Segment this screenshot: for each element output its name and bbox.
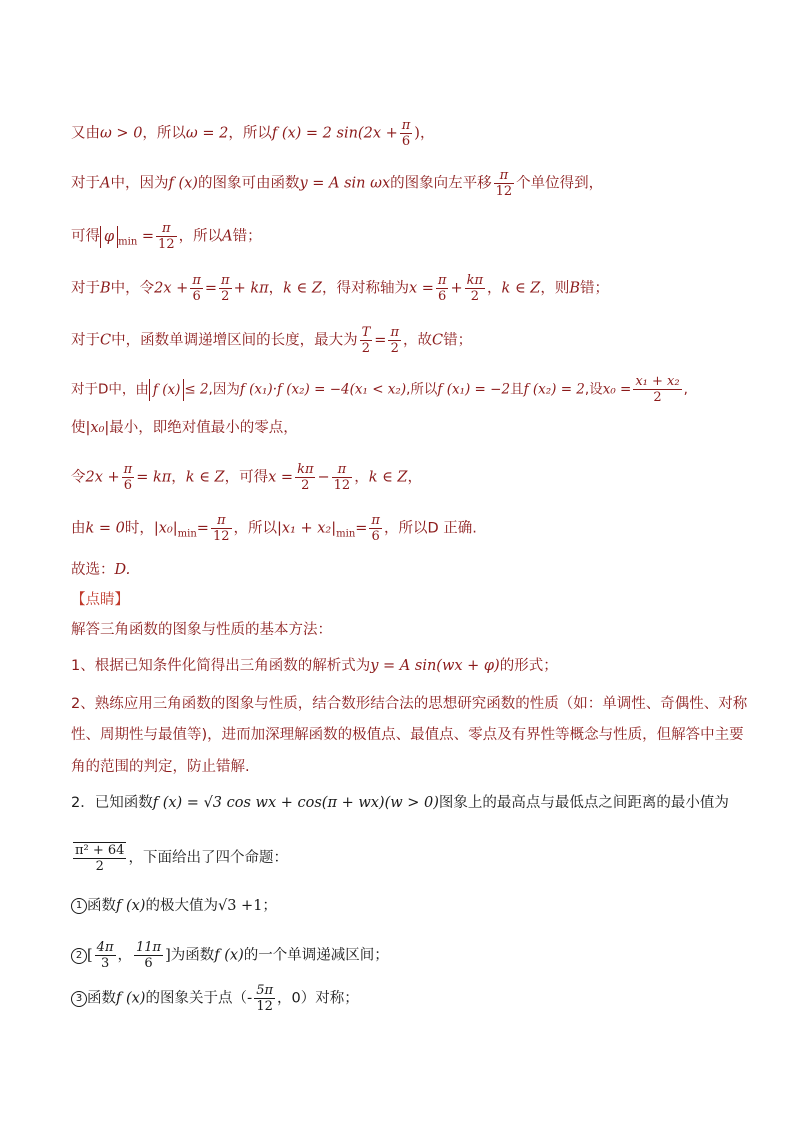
math: B (100, 280, 111, 297)
math: 2x + (154, 280, 189, 297)
denominator: 12 (212, 529, 230, 544)
fraction (360, 325, 373, 356)
numerator: kπ (466, 273, 484, 288)
math: k = 0 (85, 520, 125, 537)
text: 由 (71, 520, 86, 537)
math: f (x₁) = −2 (437, 381, 511, 398)
denominator: 2 (360, 340, 373, 356)
text: ，所以 (142, 125, 186, 142)
math: √3 +1； (217, 898, 277, 914)
math: φ (100, 226, 118, 248)
math: A (100, 175, 111, 192)
fraction (254, 983, 275, 1014)
math: x = (408, 280, 434, 297)
math: ω = 2 (185, 125, 229, 142)
denominator: 12 (254, 998, 275, 1014)
denominator: 2 (295, 477, 315, 493)
question-line (71, 793, 729, 813)
text: 故选： (71, 562, 115, 578)
text: 错； (443, 332, 473, 349)
math: min (118, 236, 138, 248)
math: ω > 0 (100, 125, 143, 142)
text: ， (268, 280, 284, 297)
text: 对于 (71, 332, 100, 349)
proposition-3 (71, 983, 359, 1014)
math: f (x) (149, 379, 184, 401)
numerator: π (437, 273, 447, 288)
text: |最小，即绝对值最小的零点， (104, 420, 298, 436)
fraction (465, 273, 485, 304)
numerator: π (371, 513, 380, 528)
text: 对于D中，由 (71, 381, 149, 398)
math: B (569, 280, 581, 297)
text-line: 令2x + $\frac{\pi}{6}$ = kπ，k ∈ Z，可得x = $\frac{k\pi}{2}$ − $\frac{\pi}{12}$ ，k ∈ Z， (71, 462, 423, 493)
math: ) (414, 125, 420, 142)
text: 对于 (71, 175, 100, 192)
denominator: 6 (436, 288, 449, 304)
math: f (x) (116, 898, 146, 914)
denominator: 2 (388, 340, 401, 356)
math: k ∈ Z (185, 469, 225, 486)
numerator: π (401, 118, 411, 133)
numerator: kπ (297, 462, 314, 477)
denominator: 6 (400, 133, 413, 149)
denominator: 12 (158, 237, 175, 252)
fraction (332, 462, 353, 493)
denominator: 2 (465, 288, 485, 304)
math: 2x + (85, 469, 120, 486)
text: ，所以 (178, 228, 223, 245)
section-heading: 【点睛】 (71, 592, 129, 608)
math: x₀ (158, 520, 173, 537)
fraction (73, 842, 126, 874)
math: k ∈ Z (501, 280, 541, 297)
circled-number: 2 (71, 948, 87, 964)
text: 时，| (124, 520, 159, 537)
text-line (71, 325, 472, 356)
text-line: 对于D中，由 f (x) ≤ 2,因为f (x₁)·f (x₂) = −4(x₁ < x₂),所以f (x₁) = −2且f (x₂) = 2,设x₀ = $\frac{\text{x₁ + x₂}}{2}$ , (71, 374, 688, 405)
text-line: 由k = 0时，$|x_0|_{min}=$ $\frac{\pi}{12}$ ，所以$|x_1 + x_2|_{min}=$ $\frac{\pi}{6}$ ，所以D 正确. (71, 513, 477, 544)
math: f (x₂) = 2 (523, 381, 585, 398)
fraction (219, 273, 232, 304)
text: 错； (232, 228, 262, 245)
text: 的形式； (499, 658, 558, 674)
math: y = A sin ωx (299, 175, 391, 192)
text-line: 解答三角函数的图象与性质的基本方法： (71, 622, 332, 638)
text: ,所以 (406, 381, 438, 398)
text-line: 角的范围的判定，防止错解. (71, 759, 250, 775)
text: 的一个单调递减区间； (243, 947, 389, 964)
text: 的图象关于点（- (145, 990, 253, 1007)
fraction (494, 168, 515, 199)
math: = (374, 332, 387, 349)
text: 图象上的最高点与最低点之间距离的最小值为 (438, 795, 729, 811)
numerator: π² + 64 (75, 843, 125, 858)
text-line (71, 418, 298, 438)
numerator: 4π (96, 940, 114, 955)
math: = (204, 280, 218, 297)
denominator: 6 (122, 477, 135, 493)
text: 可得 (71, 228, 100, 245)
fraction (190, 273, 203, 304)
fraction (211, 513, 232, 544)
text: ,设 (584, 381, 603, 398)
text: ，得对称轴为 (321, 280, 409, 297)
numerator: π (123, 462, 133, 477)
text: 且 (510, 381, 524, 398)
text: ， (171, 469, 186, 486)
text: ，所以D 正确. (383, 520, 477, 537)
text-line: 性、周期性与最值等)，进而加深理解函数的极值点、最值点、零点及有界性等概念与性质，但解答中主要 (71, 727, 744, 743)
denominator: 12 (333, 478, 351, 493)
text: 2．已知函数 (71, 795, 153, 811)
math: f (x) (214, 947, 244, 964)
text: ， (354, 469, 369, 486)
numerator: 11π (136, 940, 162, 955)
question-line (71, 842, 288, 874)
numerator: π (337, 462, 347, 477)
text: ，可得 (224, 469, 269, 486)
denominator: 12 (495, 184, 513, 199)
text: 令 (71, 469, 86, 486)
math: min (336, 528, 356, 540)
math: f (x) = √3 cos wx + cos(π + wx)(w > 0) (152, 795, 439, 811)
text-line (71, 221, 262, 253)
math: f (x) (168, 175, 198, 192)
fraction (388, 325, 401, 356)
fraction (122, 462, 135, 493)
denominator: 2 (73, 858, 126, 874)
math: k ∈ Z (283, 280, 322, 297)
denominator: 2 (219, 288, 232, 304)
math: = kπ (136, 469, 172, 486)
math: ] (165, 947, 171, 964)
fraction (134, 940, 163, 971)
proposition-1 (71, 896, 277, 916)
denominator: 2 (633, 389, 681, 405)
fraction (633, 374, 681, 405)
numerator: π (192, 273, 201, 288)
text: ， (487, 280, 502, 297)
numerator: π (221, 273, 230, 288)
text: 的图象向左平移 (390, 175, 492, 192)
math: f (x) = 2 sin(2x + (271, 125, 398, 142)
math: = (141, 228, 155, 245)
answer: D. (114, 562, 131, 578)
text: ，所以| (233, 520, 282, 537)
math: x = (268, 469, 294, 486)
math: − (317, 469, 330, 486)
numerator: π (162, 221, 171, 236)
fraction (295, 462, 315, 493)
proposition-2: 2 [ $\frac{4\pi}{3}$ ， $\frac{11\pi}{6}$ ]为函数f (x)的一个单调递减区间； (71, 940, 389, 971)
math: A (222, 228, 233, 245)
math: [ (87, 947, 93, 964)
text: ，0）对称； (277, 990, 359, 1007)
answer-line (71, 560, 130, 580)
circled-number: 1 (71, 898, 87, 914)
text: 又由 (71, 125, 100, 142)
numerator: x₁ + x₂ (635, 374, 680, 389)
math: f (x) (116, 990, 146, 1007)
text: 的图象可由函数 (197, 175, 300, 192)
math: f (x₁)·f (x₂) = −4(x₁ < x₂) (239, 381, 407, 398)
text: 中，函数单调递增区间的长度，最大为 (111, 332, 358, 349)
text: 个单位得到， (516, 175, 604, 192)
text: 1、根据已知条件化简得出三角函数的解析式为 (71, 658, 371, 674)
math: min (177, 528, 197, 540)
text-line: 对于B中，令2x + $\frac{\pi}{6}$ = $\frac{\pi}{2}$ + kπ，k ∈ Z，得对称轴为x = $\frac{\pi}{6}$ + $\frac{k\pi}{2}$ ，k ∈ Z，则B错； (71, 273, 610, 304)
text: ，下面给出了四个命题： (128, 850, 288, 866)
numerator: T (361, 325, 371, 340)
text: ，所以 (228, 125, 272, 142)
text: ，故 (402, 332, 432, 349)
numerator: 5π (256, 983, 274, 998)
text: 函数 (87, 990, 116, 1007)
text: 函数 (87, 898, 116, 914)
text: 错； (580, 280, 610, 297)
math: x₁ + x₂ (281, 520, 332, 537)
math: y = A sin(wx + φ) (370, 658, 500, 674)
text: 中，因为 (110, 175, 169, 192)
text-line (71, 656, 558, 676)
math: x₀ (90, 420, 105, 436)
fraction (400, 118, 413, 149)
text-line (71, 168, 603, 199)
denominator: 6 (190, 288, 203, 304)
math: = (355, 520, 368, 537)
circled-number: 3 (71, 991, 87, 1007)
text: 对于 (71, 280, 100, 297)
denominator: 6 (134, 955, 163, 971)
math: ≤ 2 (184, 381, 209, 398)
fraction (369, 513, 382, 544)
text-line: 又由ω > 0，所以ω = 2，所以f (x) = 2 sin(2x + $\frac{\pi}{6}$ )， (71, 118, 435, 149)
fraction (436, 273, 449, 304)
math: k ∈ Z (368, 469, 408, 486)
text: 使| (71, 420, 91, 436)
text: 中，令 (110, 280, 155, 297)
math: C (431, 332, 444, 349)
numerator: π (499, 168, 509, 183)
denominator: 6 (369, 528, 382, 544)
math: x₀ = (602, 381, 632, 398)
fraction (95, 940, 116, 971)
fraction (156, 221, 177, 252)
text: 的极大值为 (145, 898, 218, 914)
denominator: 3 (95, 955, 116, 971)
numerator: π (390, 325, 399, 340)
text: ,因为 (208, 381, 240, 398)
text: 为函数 (170, 947, 215, 964)
math: C (100, 332, 112, 349)
text: ，则 (540, 280, 570, 297)
text-line: 2、熟练应用三角函数的图象与性质，结合数形结合法的思想研究函数的性质（如：单调性、奇偶性、对称 (71, 696, 748, 712)
math: = (196, 520, 209, 537)
math: + kπ (233, 280, 269, 297)
numerator: π (216, 513, 226, 528)
